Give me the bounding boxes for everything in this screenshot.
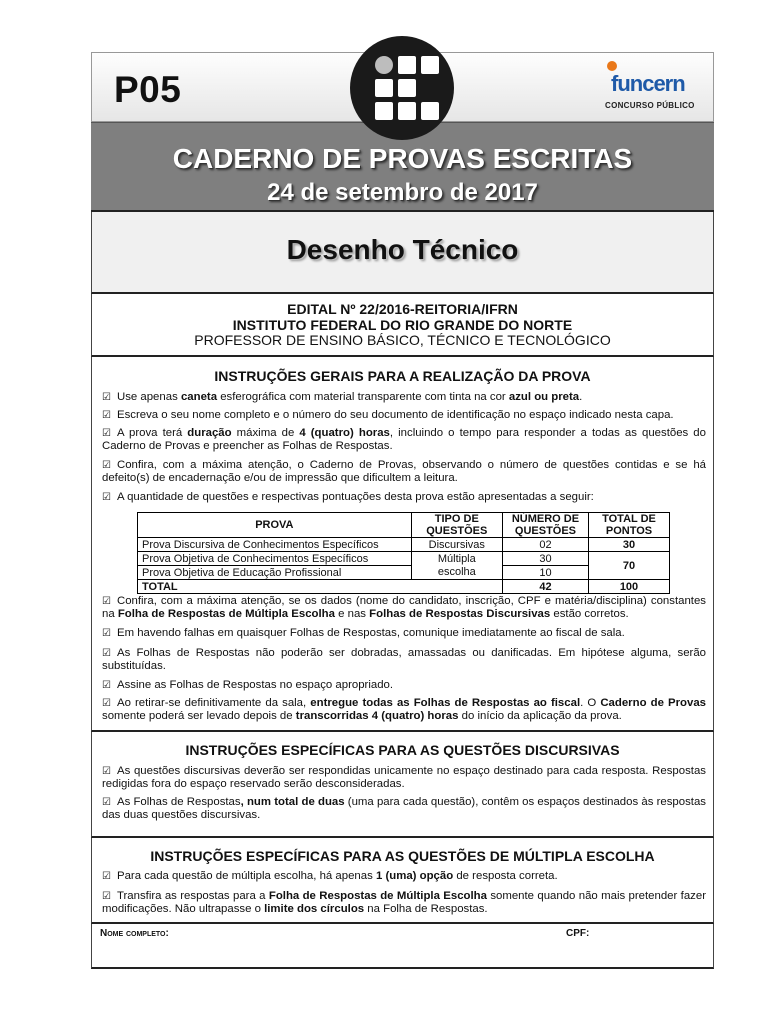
logo-square bbox=[398, 79, 416, 97]
table-header: TOTAL DE PONTOS bbox=[589, 513, 670, 538]
instruction-item: ☑ As Folhas de Respostas, num total de duas (uma para cada questão), contêm os espaços destinados às respostas das duas questões discursivas. bbox=[102, 796, 706, 822]
logo-square bbox=[421, 102, 439, 120]
instruction-item: ☑ Para cada questão de múltipla escolha, há apenas 1 (uma) opção de resposta correta. bbox=[102, 870, 558, 882]
checkbox-icon: ☑ bbox=[102, 460, 111, 471]
cpf-field-label: CPF: bbox=[566, 928, 590, 939]
instruction-item: ☑ Em havendo falhas em quaisquer Folhas de Respostas, comunique imediatamente ao fiscal de sala. bbox=[102, 627, 625, 639]
instruction-item: ☑ Transfira as respostas para a Folha de Respostas de Múltipla Escolha somente quando não mais pretender fazer modificações. Não ultrapasse o limite dos círculos na Folha de Respostas. bbox=[102, 890, 706, 916]
general-instructions bbox=[91, 357, 714, 732]
ifrn-logo-icon bbox=[350, 36, 454, 140]
exam-cover bbox=[91, 52, 714, 969]
multiple-choice-instructions bbox=[91, 838, 714, 924]
funcern-subtitle: CONCURSO PÚBLICO bbox=[605, 101, 695, 110]
checkbox-icon: ☑ bbox=[102, 766, 111, 777]
table-cell: escolha bbox=[411, 566, 502, 580]
exam-date: 24 de setembro de 2017 bbox=[267, 179, 538, 206]
table-cell: 70 bbox=[589, 552, 670, 580]
subject-box bbox=[91, 212, 714, 294]
checkbox-icon: ☑ bbox=[102, 698, 111, 709]
table-header-row bbox=[138, 513, 670, 538]
instruction-item: ☑ A quantidade de questões e respectivas pontuações desta prova estão apresentadas a seguir: bbox=[102, 491, 594, 503]
logo-square bbox=[398, 102, 416, 120]
checkbox-icon: ☑ bbox=[102, 492, 111, 503]
instruction-item: ☑ Use apenas caneta esferográfica com material transparente com tinta na cor azul ou preta. bbox=[102, 391, 583, 403]
funcern-sun-icon bbox=[607, 61, 617, 71]
instruction-item: ☑ Assine as Folhas de Respostas no espaço apropriado. bbox=[102, 679, 394, 691]
instruction-item: ☑ Escreva o seu nome completo e o número do seu documento de identificação no espaço indicado nesta capa. bbox=[102, 409, 674, 421]
table-header: TIPO DE QUESTÕES bbox=[411, 513, 502, 538]
checkbox-icon: ☑ bbox=[102, 891, 111, 902]
table-header: PROVA bbox=[138, 513, 412, 538]
table-cell: Prova Objetiva de Conhecimentos Específicos bbox=[138, 552, 412, 566]
general-instructions-title: INSTRUÇÕES GERAIS PARA A REALIZAÇÃO DA PROVA bbox=[214, 368, 591, 384]
table-cell: 30 bbox=[589, 538, 670, 552]
logo-dot bbox=[375, 56, 393, 74]
table-header: NÚMERO DE QUESTÕES bbox=[502, 513, 588, 538]
table-cell: 42 bbox=[502, 580, 588, 594]
instruction-item: ☑ As Folhas de Respostas não poderão ser dobradas, amassadas ou danificadas. Em hipótese alguma, serão substituídas. bbox=[102, 647, 706, 673]
multiple-choice-instructions-title: INSTRUÇÕES ESPECÍFICAS PARA AS QUESTÕES DE MÚLTIPLA ESCOLHA bbox=[150, 848, 655, 864]
score-table bbox=[137, 512, 670, 594]
checkbox-icon: ☑ bbox=[102, 410, 111, 421]
logo-square bbox=[421, 56, 439, 74]
table-cell: 10 bbox=[502, 566, 588, 580]
discursive-instructions bbox=[91, 732, 714, 838]
logo-square bbox=[375, 102, 393, 120]
position-name: PROFESSOR DE ENSINO BÁSICO, TÉCNICO E TECNOLÓGICO bbox=[194, 332, 611, 348]
instruction-item: ☑ Confira, com a máxima atenção, se os dados (nome do candidato, inscrição, CPF e matéria/disciplina) constantes na Folha de Respostas de Múltipla Escolha e nas Folhas de Respostas Discursivas estão corretos. bbox=[102, 595, 706, 621]
table-cell: 02 bbox=[502, 538, 588, 552]
checkbox-icon: ☑ bbox=[102, 428, 111, 439]
edital-box bbox=[91, 294, 714, 357]
checkbox-icon: ☑ bbox=[102, 596, 111, 607]
exam-code: P05 bbox=[114, 69, 182, 110]
table-cell: Prova Objetiva de Educação Profissional bbox=[138, 566, 412, 580]
table-row bbox=[138, 538, 670, 552]
table-cell: Prova Discursiva de Conhecimentos Específicos bbox=[138, 538, 412, 552]
instruction-item: ☑ Ao retirar-se definitivamente da sala, entregue todas as Folhas de Respostas ao fiscal. O Caderno de Provas somente poderá ser levado depois de transcorridas 4 (quatro) horas do início da aplicação da prova. bbox=[102, 697, 706, 723]
table-total-row bbox=[138, 580, 670, 594]
table-cell: Discursivas bbox=[411, 538, 502, 552]
checkbox-icon: ☑ bbox=[102, 680, 111, 691]
discursive-instructions-title: INSTRUÇÕES ESPECÍFICAS PARA AS QUESTÕES DISCURSIVAS bbox=[185, 742, 620, 758]
edital-number: EDITAL Nº 22/2016-REITORIA/IFRN bbox=[287, 301, 518, 317]
table-cell: TOTAL bbox=[138, 580, 503, 594]
subject-title: Desenho Técnico bbox=[286, 234, 519, 265]
table-cell: 30 bbox=[502, 552, 588, 566]
institution-name: INSTITUTO FEDERAL DO RIO GRANDE DO NORTE bbox=[232, 316, 573, 333]
checkbox-icon: ☑ bbox=[102, 628, 111, 639]
table-cell: Múltipla bbox=[411, 552, 502, 566]
document-title: CADERNO DE PROVAS ESCRITAS bbox=[172, 143, 633, 174]
funcern-wordmark: funcern bbox=[611, 71, 685, 96]
checkbox-icon: ☑ bbox=[102, 871, 111, 882]
instruction-item: ☑ A prova terá duração máxima de 4 (quatro) horas, incluindo o tempo para responder a todas as questões do Caderno de Provas e preencher as Folhas de Respostas. bbox=[102, 427, 706, 453]
instruction-item: ☑ Confira, com a máxima atenção, o Caderno de Provas, observando o número de questões contidas e se há defeito(s) de encadernação e/ou de impressão que dificultem a leitura. bbox=[102, 459, 706, 485]
name-field-label: Nome completo: bbox=[100, 928, 169, 939]
table-row bbox=[138, 552, 670, 566]
logo-square bbox=[375, 79, 393, 97]
instruction-item: ☑ As questões discursivas deverão ser respondidas unicamente no espaço destinado para cada resposta. Respostas redigidas fora do espaço reservado serão desconsideradas. bbox=[102, 765, 706, 791]
table-cell: 100 bbox=[589, 580, 670, 594]
logo-square bbox=[398, 56, 416, 74]
funcern-logo bbox=[599, 59, 699, 119]
checkbox-icon: ☑ bbox=[102, 797, 111, 808]
checkbox-icon: ☑ bbox=[102, 648, 111, 659]
candidate-id-box bbox=[91, 924, 714, 969]
checkbox-icon: ☑ bbox=[102, 392, 111, 403]
